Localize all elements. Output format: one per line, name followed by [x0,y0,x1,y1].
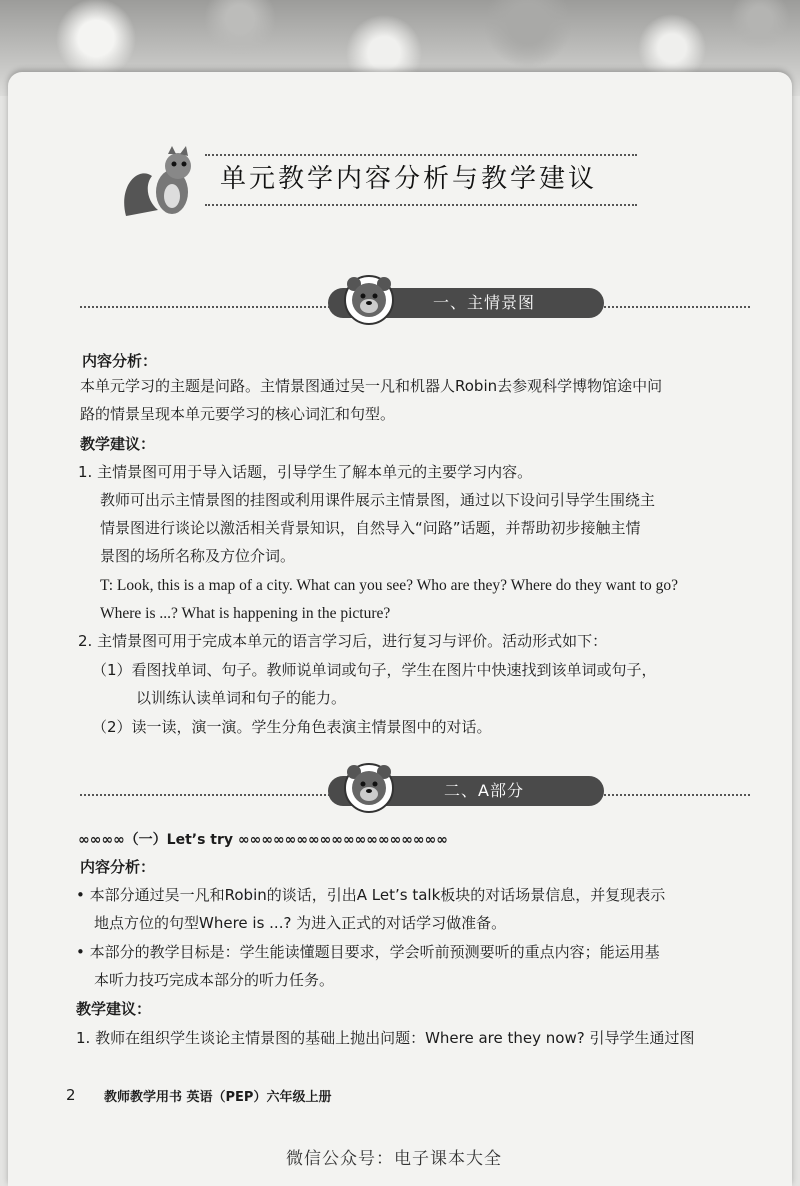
section-heading-label: 二、A部分 [444,781,524,800]
subsection-heading: ∞∞∞∞（一）Let’s try ∞∞∞∞∞∞∞∞∞∞∞∞∞∞∞∞∞∞ [78,832,448,848]
paragraph-line: （1）看图找单词、句子。教师说单词或句子，学生在图片中快速找到该单词或句子， [92,661,657,679]
paragraph-line: 1. 主情景图可用于导入话题，引导学生了解本单元的主要学习内容。 [78,463,533,481]
squirrel-icon [118,146,204,226]
section-heading-1 [80,286,750,326]
paragraph-line: 本听力技巧完成本部分的听力任务。 [94,971,335,989]
paragraph-line: 本单元学习的主题是问路。主情景图通过吴一凡和机器人Robin去参观科学博物馆途中问 [80,377,663,395]
watermark: 微信公众号：电子课本大全 [286,1149,502,1169]
bear-icon [342,272,396,326]
page-number: 2 [66,1086,76,1104]
paragraph-line: 地点方位的句型Where is ...? 为进入正式的对话学习做准备。 [94,914,507,932]
paragraph-line: T: Look, this is a map of a city. What can you see? Who are they? Where do they want to go? [100,577,678,594]
paragraph-line: 情景图进行谈论以激活相关背景知识，自然导入“问路”话题，并帮助初步接触主情 [100,519,641,537]
paragraph-line: （2）读一读，演一演。学生分角色表演主情景图中的对话。 [92,718,492,736]
paragraph-line: 2. 主情景图可用于完成本单元的语言学习后，进行复习与评价。活动形式如下： [78,632,608,650]
paragraph-line: 景图的场所名称及方位介词。 [100,547,296,565]
title-dots-top [205,154,637,156]
content-analysis-label: 内容分析： [80,858,156,876]
content-analysis-label: 内容分析： [82,352,158,370]
book-title: 教师教学用书 英语（PEP）六年级上册 [104,1090,332,1105]
paragraph-line: Where is ...? What is happening in the picture? [100,605,391,622]
teaching-advice-label: 教学建议： [76,1000,152,1018]
bullet-line: • 本部分的教学目标是：学生能读懂题目要求，学会听前预测要听的重点内容；能运用基 [76,943,660,961]
paragraph-line: 路的情景呈现本单元要学习的核心词汇和句型。 [80,405,396,423]
section-heading-2 [80,774,750,814]
teaching-advice-label: 教学建议： [80,435,156,453]
paragraph-line: 以训练认读单词和句子的能力。 [136,689,347,707]
bear-icon [342,760,396,814]
paragraph-line: 1. 教师在组织学生谈论主情景图的基础上抛出问题：Where are they now? 引导学生通过图 [76,1029,695,1047]
section-heading-label: 一、主情景图 [432,293,535,312]
page-title: 单元教学内容分析与教学建议 [220,164,598,194]
title-dots-bottom [205,204,637,206]
bullet-line: • 本部分通过吴一凡和Robin的谈话，引出A Let’s talk板块的对话场景信息，并复现表示 [76,886,666,904]
paragraph-line: 教师可出示主情景图的挂图或利用课件展示主情景图，通过以下设问引导学生围绕主 [100,491,656,509]
